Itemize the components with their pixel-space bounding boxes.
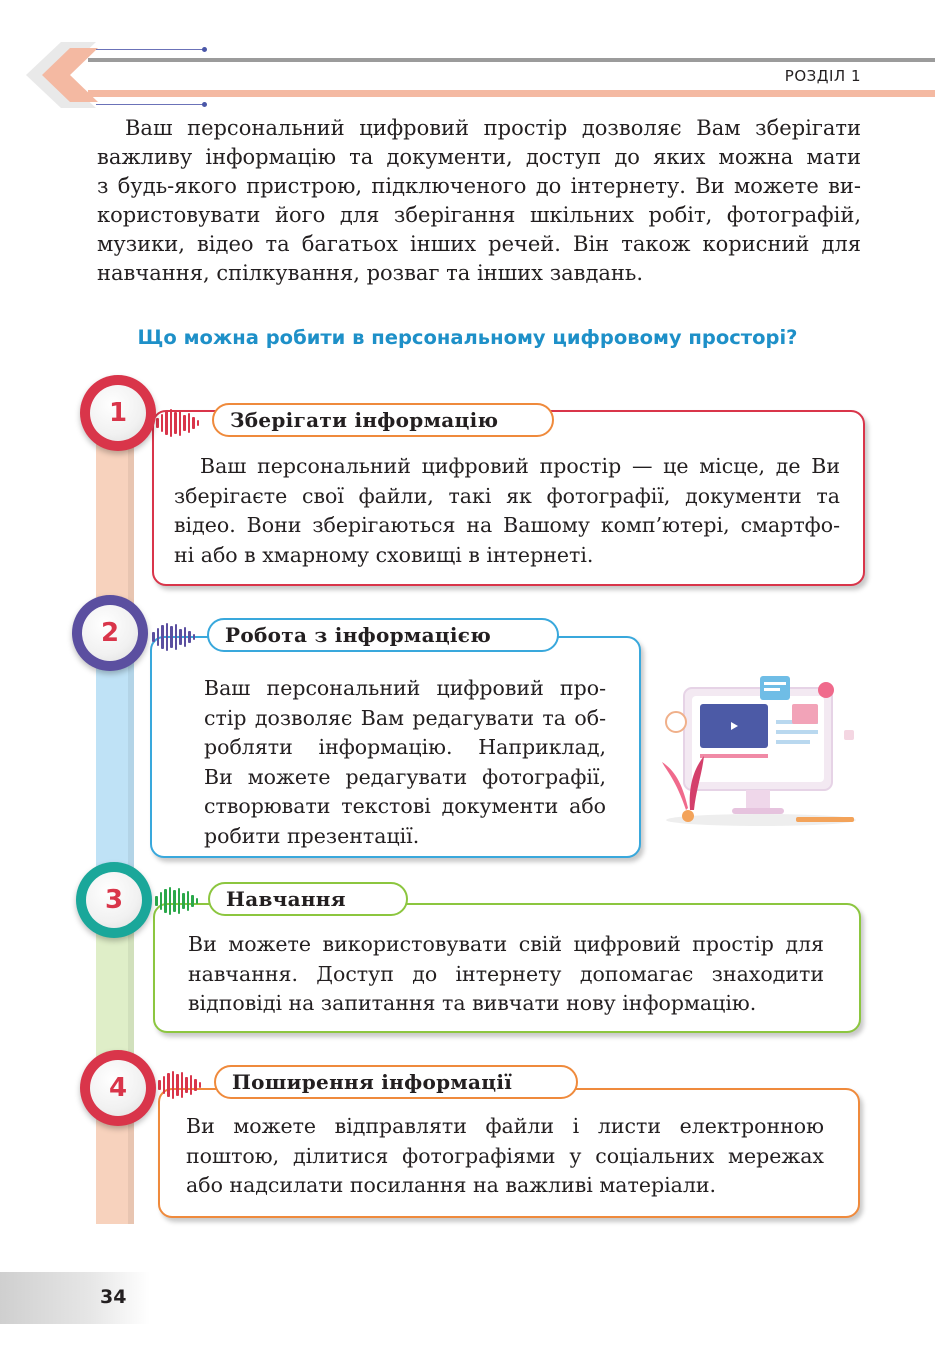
item-text-2: Ваш персональний цифровий про- стір дозволяє Вам редагувати та об- робляти інформацію. Наприклад, Ви можете редагувати фотографії, створювати текстові документи або робити презентації. — [204, 676, 606, 848]
item-number-badge-1: 1 — [80, 375, 156, 451]
item-title-2: Робота з інформацією — [207, 618, 559, 652]
computer-illustration — [656, 670, 866, 830]
item-title-4: Поширення інформації — [214, 1065, 578, 1099]
intro-paragraph — [97, 114, 861, 288]
item-text-3: Ви можете використовувати свій цифровий простір для навчання. Доступ до інтернету допомагає знаходити відповіді на запитання та вивчати нову інформацію. — [188, 932, 824, 1015]
section-label: РОЗДІЛ 1 — [784, 67, 861, 85]
page-number: 34 — [100, 1286, 127, 1308]
header-decoration — [0, 0, 935, 110]
item-title-1: Зберігати інформацію — [212, 403, 554, 437]
intro-line: користовувати його для зберігання шкільних робіт, фотографій, — [97, 203, 861, 227]
intro-line: музики, відео та багатьох інших речей. Він також корисний для — [97, 232, 861, 256]
item-text-4: Ви можете відправляти файли і листи електронною поштою, ділитися фотографіями у соціальних мережах або надсилати посилання на важливі матеріали. — [186, 1114, 824, 1197]
sound-wave-icon — [158, 1070, 201, 1100]
item-number-badge-4: 4 — [80, 1050, 156, 1126]
intro-line: з будь-якого пристрою, підключеного до інтернету. Ви можете ви- — [97, 174, 861, 198]
intro-line: важливу інформацію та документи, доступ до яких можна мати — [97, 145, 861, 169]
intro-line: навчання, спілкування, розваг та інших завдань. — [97, 261, 644, 285]
sound-wave-icon — [155, 886, 198, 916]
item-number-badge-2: 2 — [72, 595, 148, 671]
page-number-background — [0, 1272, 150, 1324]
section-question: Що можна робити в персональному цифровому просторі? — [137, 326, 798, 349]
item-text-1: Ваш персональний цифровий простір — це місце, де Ви зберігаєте свої файли, такі як фотографії, документи та відео. Вони зберігаються на Вашому комп’ютері, смартфо- ні або в хмарному сховищі в інтернеті. — [174, 454, 840, 567]
sound-wave-icon — [152, 622, 195, 652]
intro-line: Ваш персональний цифровий простір дозволяє Вам зберігати — [125, 116, 861, 140]
item-number-badge-3: 3 — [76, 862, 152, 938]
sound-wave-icon — [156, 408, 199, 438]
item-title-3: Навчання — [208, 882, 408, 916]
